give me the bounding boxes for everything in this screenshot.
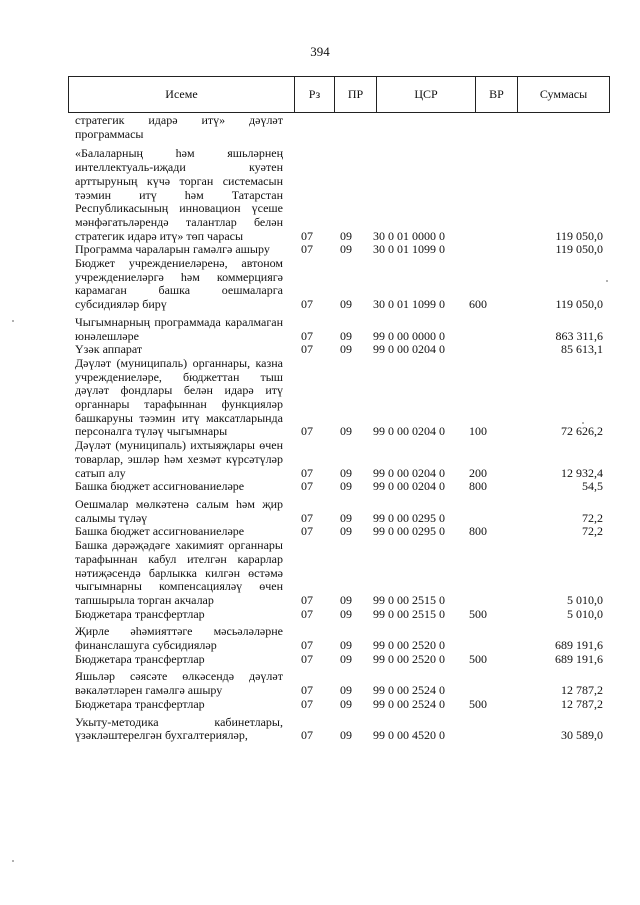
row-csr: 99 0 00 2520 0 <box>373 638 445 653</box>
row-sum: 863 311,6 <box>555 328 603 343</box>
header-sum: Суммасы <box>539 87 588 101</box>
row-vr: 500 <box>469 606 487 621</box>
budget-table-body <box>75 114 605 743</box>
row-pr: 09 <box>340 342 352 357</box>
row-rz: 07 <box>301 465 313 480</box>
row-sum: 119 050,0 <box>555 242 603 257</box>
header-rz: Рз <box>295 77 335 112</box>
row-csr: 99 0 00 2520 0 <box>373 651 445 666</box>
row-name: Укыту-методика кабинетлары, үзәкләштерелгән бухгалтерияләр, <box>75 714 283 743</box>
table-row <box>75 653 605 667</box>
row-pr: 09 <box>340 728 352 743</box>
scan-speck <box>582 422 584 424</box>
row-csr: 99 0 00 2515 0 <box>373 592 445 607</box>
table-row <box>75 698 605 712</box>
row-sum: 72,2 <box>582 524 603 539</box>
row-pr: 09 <box>340 696 352 711</box>
row-rz: 07 <box>301 696 313 711</box>
row-pr: 09 <box>340 465 352 480</box>
row-sum: 689 191,6 <box>555 651 603 666</box>
row-name: Җирле әһәмияттәге мәсьәләләрне финанслашуга субсидияләр <box>75 624 283 653</box>
row-csr: 99 0 00 0295 0 <box>373 524 445 539</box>
row-csr: 30 0 01 1099 0 <box>373 297 445 312</box>
row-pr: 09 <box>340 683 352 698</box>
row-rz: 07 <box>301 638 313 653</box>
row-pr: 09 <box>340 524 352 539</box>
row-sum: 12 787,2 <box>561 696 603 711</box>
row-pr: 09 <box>340 651 352 666</box>
row-pr: 09 <box>340 242 352 257</box>
row-name: «Балаларның һәм яшьләрнең интеллектуаль-иҗади куәтен арттыруның күчә торган системасын тәэмин итү һәм Татарстан Республикасының инновацион үсеше мәнфәгатьләрендә талантлар белән стратегик идарә итү» төп чарасы <box>75 146 283 243</box>
row-vr: 500 <box>469 696 487 711</box>
row-rz: 07 <box>301 297 313 312</box>
row-rz: 07 <box>301 606 313 621</box>
row-vr: 800 <box>469 524 487 539</box>
row-sum: 30 589,0 <box>561 728 603 743</box>
header-name: Исеме <box>69 77 295 112</box>
row-csr: 30 0 01 1099 0 <box>373 242 445 257</box>
scan-speck <box>12 320 14 322</box>
table-row <box>75 670 605 697</box>
row-name: Башка дәрәҗәдәге хакимият органнары тарафыннан кабул ителгән карарлар нәтиҗәсендә барлыкка килгән өстәмә чыгымнарны компенсацияләү өчен тапшырыла торган акчалар <box>75 538 283 607</box>
row-sum: 5 010,0 <box>567 592 603 607</box>
row-name: Программа чараларын гамәлгә ашыру <box>75 242 270 257</box>
row-csr: 99 0 00 2524 0 <box>373 683 445 698</box>
row-csr: 99 0 00 0204 0 <box>373 342 445 357</box>
row-vr: 800 <box>469 479 487 494</box>
row-sum: 12 932,4 <box>561 465 603 480</box>
header-vr: ВР <box>476 77 518 112</box>
row-rz: 07 <box>301 242 313 257</box>
row-name: Башка бюджет ассигнованиеләре <box>75 524 245 539</box>
row-sum: 119 050,0 <box>555 297 603 312</box>
row-csr: 99 0 00 0204 0 <box>373 424 445 439</box>
row-pr: 09 <box>340 328 352 343</box>
row-rz: 07 <box>301 728 313 743</box>
row-rz: 07 <box>301 479 313 494</box>
row-name: Яшьләр сәясәте өлкәсендә дәүләт вәкаләтләрен гамәлгә ашыру <box>75 669 283 698</box>
table-row <box>75 257 605 312</box>
table-row <box>75 357 605 439</box>
table-row <box>75 608 605 622</box>
row-rz: 07 <box>301 524 313 539</box>
page-number: 394 <box>310 44 330 59</box>
table-row <box>75 716 605 743</box>
row-sum: 689 191,6 <box>555 638 603 653</box>
table-row <box>75 243 605 257</box>
row-rz: 07 <box>301 510 313 525</box>
row-vr: 500 <box>469 651 487 666</box>
row-rz: 07 <box>301 328 313 343</box>
header-pr: ПР <box>335 77 377 112</box>
row-csr: 30 0 01 0000 0 <box>373 228 445 243</box>
row-rz: 07 <box>301 228 313 243</box>
row-name: Үзәк аппарат <box>75 342 143 357</box>
row-pr: 09 <box>340 606 352 621</box>
row-rz: 07 <box>301 683 313 698</box>
table-row <box>75 480 605 494</box>
row-name: Оешмалар мөлкәтенә салым һәм җир салымы түләү <box>75 496 283 525</box>
row-pr: 09 <box>340 424 352 439</box>
table-row <box>75 343 605 357</box>
row-pr: 09 <box>340 479 352 494</box>
row-rz: 07 <box>301 651 313 666</box>
table-header <box>68 76 610 113</box>
table-row <box>75 525 605 539</box>
row-csr: 99 0 00 4520 0 <box>373 728 445 743</box>
row-sum: 119 050,0 <box>555 228 603 243</box>
row-sum: 54,5 <box>582 479 603 494</box>
row-rz: 07 <box>301 592 313 607</box>
continuation-text: стратегик идарә итү» дәүләт программасы <box>75 113 283 141</box>
row-sum: 85 613,1 <box>561 342 603 357</box>
row-vr: 100 <box>469 424 487 439</box>
row-name: Бюджетара трансфертлар <box>75 606 205 621</box>
row-csr: 99 0 00 2515 0 <box>373 606 445 621</box>
row-sum: 12 787,2 <box>561 683 603 698</box>
row-name: Башка бюджет ассигнованиеләре <box>75 479 245 494</box>
row-pr: 09 <box>340 510 352 525</box>
row-name: Дәүләт (муниципаль) ихтыяҗлары өчен товарлар, эшләр һәм хезмәт күрсәтүләр сатып алу <box>75 438 283 480</box>
table-row <box>75 316 605 343</box>
table-row <box>75 439 605 480</box>
table-row <box>75 147 605 243</box>
row-pr: 09 <box>340 638 352 653</box>
row-name: Бюджетара трансфертлар <box>75 651 205 666</box>
row-sum: 5 010,0 <box>567 606 603 621</box>
row-name: Чыгымнарның программада каралмаган юнәлешләре <box>75 314 283 343</box>
row-rz: 07 <box>301 424 313 439</box>
row-rz: 07 <box>301 342 313 357</box>
row-pr: 09 <box>340 228 352 243</box>
row-csr: 99 0 00 0000 0 <box>373 328 445 343</box>
row-csr: 99 0 00 0204 0 <box>373 465 445 480</box>
row-csr: 99 0 00 0295 0 <box>373 510 445 525</box>
row-pr: 09 <box>340 297 352 312</box>
row-csr: 99 0 00 2524 0 <box>373 696 445 711</box>
table-row <box>75 625 605 652</box>
row-sum: 72,2 <box>582 510 603 525</box>
scan-speck <box>12 860 14 862</box>
row-name: Бюджет учреждениеләренә, автоном учреждениеләргә һәм коммерциягә карамаган башка оешмаларга субсидияләр бирү <box>75 256 283 312</box>
scan-speck <box>606 280 608 282</box>
table-row <box>75 498 605 525</box>
row-name: Дәүләт (муниципаль) органнары, казна учреждениеләре, бюджеттан тыш дәүләт фондлары белән идарә итү органнары тарафыннан функцияләр башкаруны тәэмин итү максатларында персоналга түләү чыгымнары <box>75 355 283 439</box>
header-csr: ЦСР <box>377 77 476 112</box>
row-pr: 09 <box>340 592 352 607</box>
row-name: Бюджетара трансфертлар <box>75 696 205 711</box>
row-csr: 99 0 00 0204 0 <box>373 479 445 494</box>
table-row <box>75 539 605 608</box>
row-vr: 600 <box>469 297 487 312</box>
row-sum: 72 626,2 <box>561 424 603 439</box>
row-vr: 200 <box>469 465 487 480</box>
